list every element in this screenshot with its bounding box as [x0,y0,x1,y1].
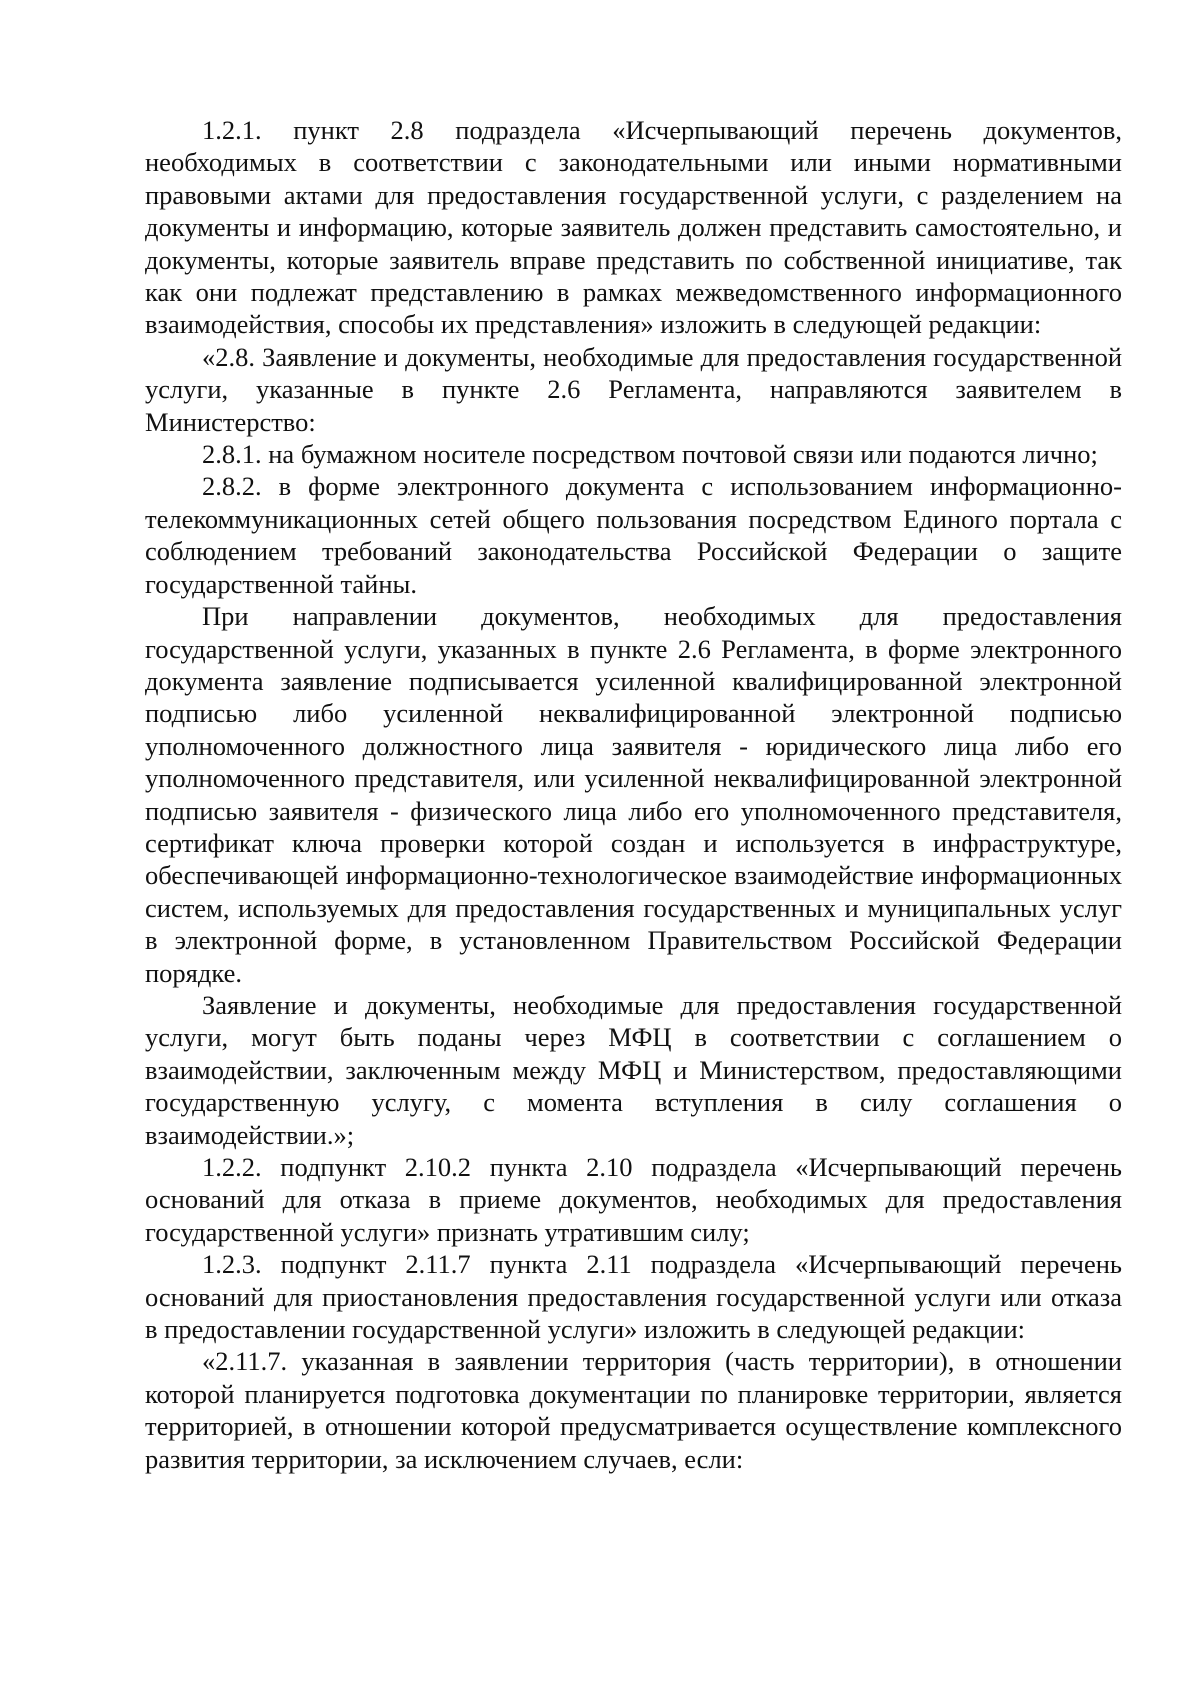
paragraph-mfc: Заявление и документы, необходимые для предоставления государственной услуги, могут быть поданы через МФЦ в соответствии с соглашением о взаимодействии, заключенным между МФЦ и Министерством, предоставляющими государственную услугу, с момента вступления в силу соглашения о взаимодействии.»; [145,989,1122,1150]
paragraph-1-2-3: 1.2.3. подпункт 2.11.7 пункта 2.11 подраздела «Исчерпывающий перечень оснований для приостановления предоставления государственной услуги или отказа в предоставлении государственной услуги» изложить в следующей редакции: [145,1249,1122,1345]
paragraph-1-2-2: 1.2.2. подпункт 2.10.2 пункта 2.10 подраздела «Исчерпывающий перечень оснований для отказа в приеме документов, необходимых для предоставления государственной услуги» признать утратившим силу; [145,1152,1122,1247]
paragraph-electronic-signature: При направлении документов, необходимых для предоставления государственной услуги, указанных в пункте 2.6 Регламента, в форме электронного документа заявление подписывается усиленной квалифицированной электронной подписью либо усиленной неквалифицированной электронной подписью уполномоченного должностного лица заявителя - юридического лица либо его уполномоченного представителя, или усиленной неквалифицированной электронной подписью заявителя - физического лица либо его уполномоченного представителя, сертификат ключа проверки которой создан и используется в инфраструктуре, обеспечивающей информационно-технологическое взаимодействие информационных систем, используемых для предоставления государственных и муниципальных услуг в электронной форме, в установленном Правительством Российской Федерации порядке. [145,601,1122,988]
paragraph-2-8-2: 2.8.2. в форме электронного документа с использованием информационно-телекоммуникационных сетей общего пользования посредством Единого портала с соблюдением требований законодательства Российской Федерации о защите государственной тайны. [145,471,1122,599]
paragraph-1-2-1: 1.2.1. пункт 2.8 подраздела «Исчерпывающий перечень документов, необходимых в соответствии с законодательными или иными нормативными правовыми актами для предоставления государственной услуги, с разделением на документы и информацию, которые заявитель должен представить самостоятельно, и документы, которые заявитель вправе представить по собственной инициативе, так как они подлежат представлению в рамках межведомственного информационного взаимодействия, способы их представления» изложить в следующей редакции: [145,115,1122,340]
paragraph-2-8: «2.8. Заявление и документы, необходимые для предоставления государственной услуги, указанные в пункте 2.6 Регламента, направляются заявителем в Министерство: [145,341,1122,437]
paragraph-2-8-1: 2.8.1. на бумажном носителе посредством почтовой связи или подаются лично; [202,439,1098,470]
document-page [145,114,1122,1475]
paragraph-2-11-7: «2.11.7. указанная в заявлении территория (часть территории), в отношении которой планируется подготовка документации по планировке территории, является территорией, в отношении которой предусматривается осуществление комплексного развития территории, за исключением случаев, если: [145,1346,1122,1474]
